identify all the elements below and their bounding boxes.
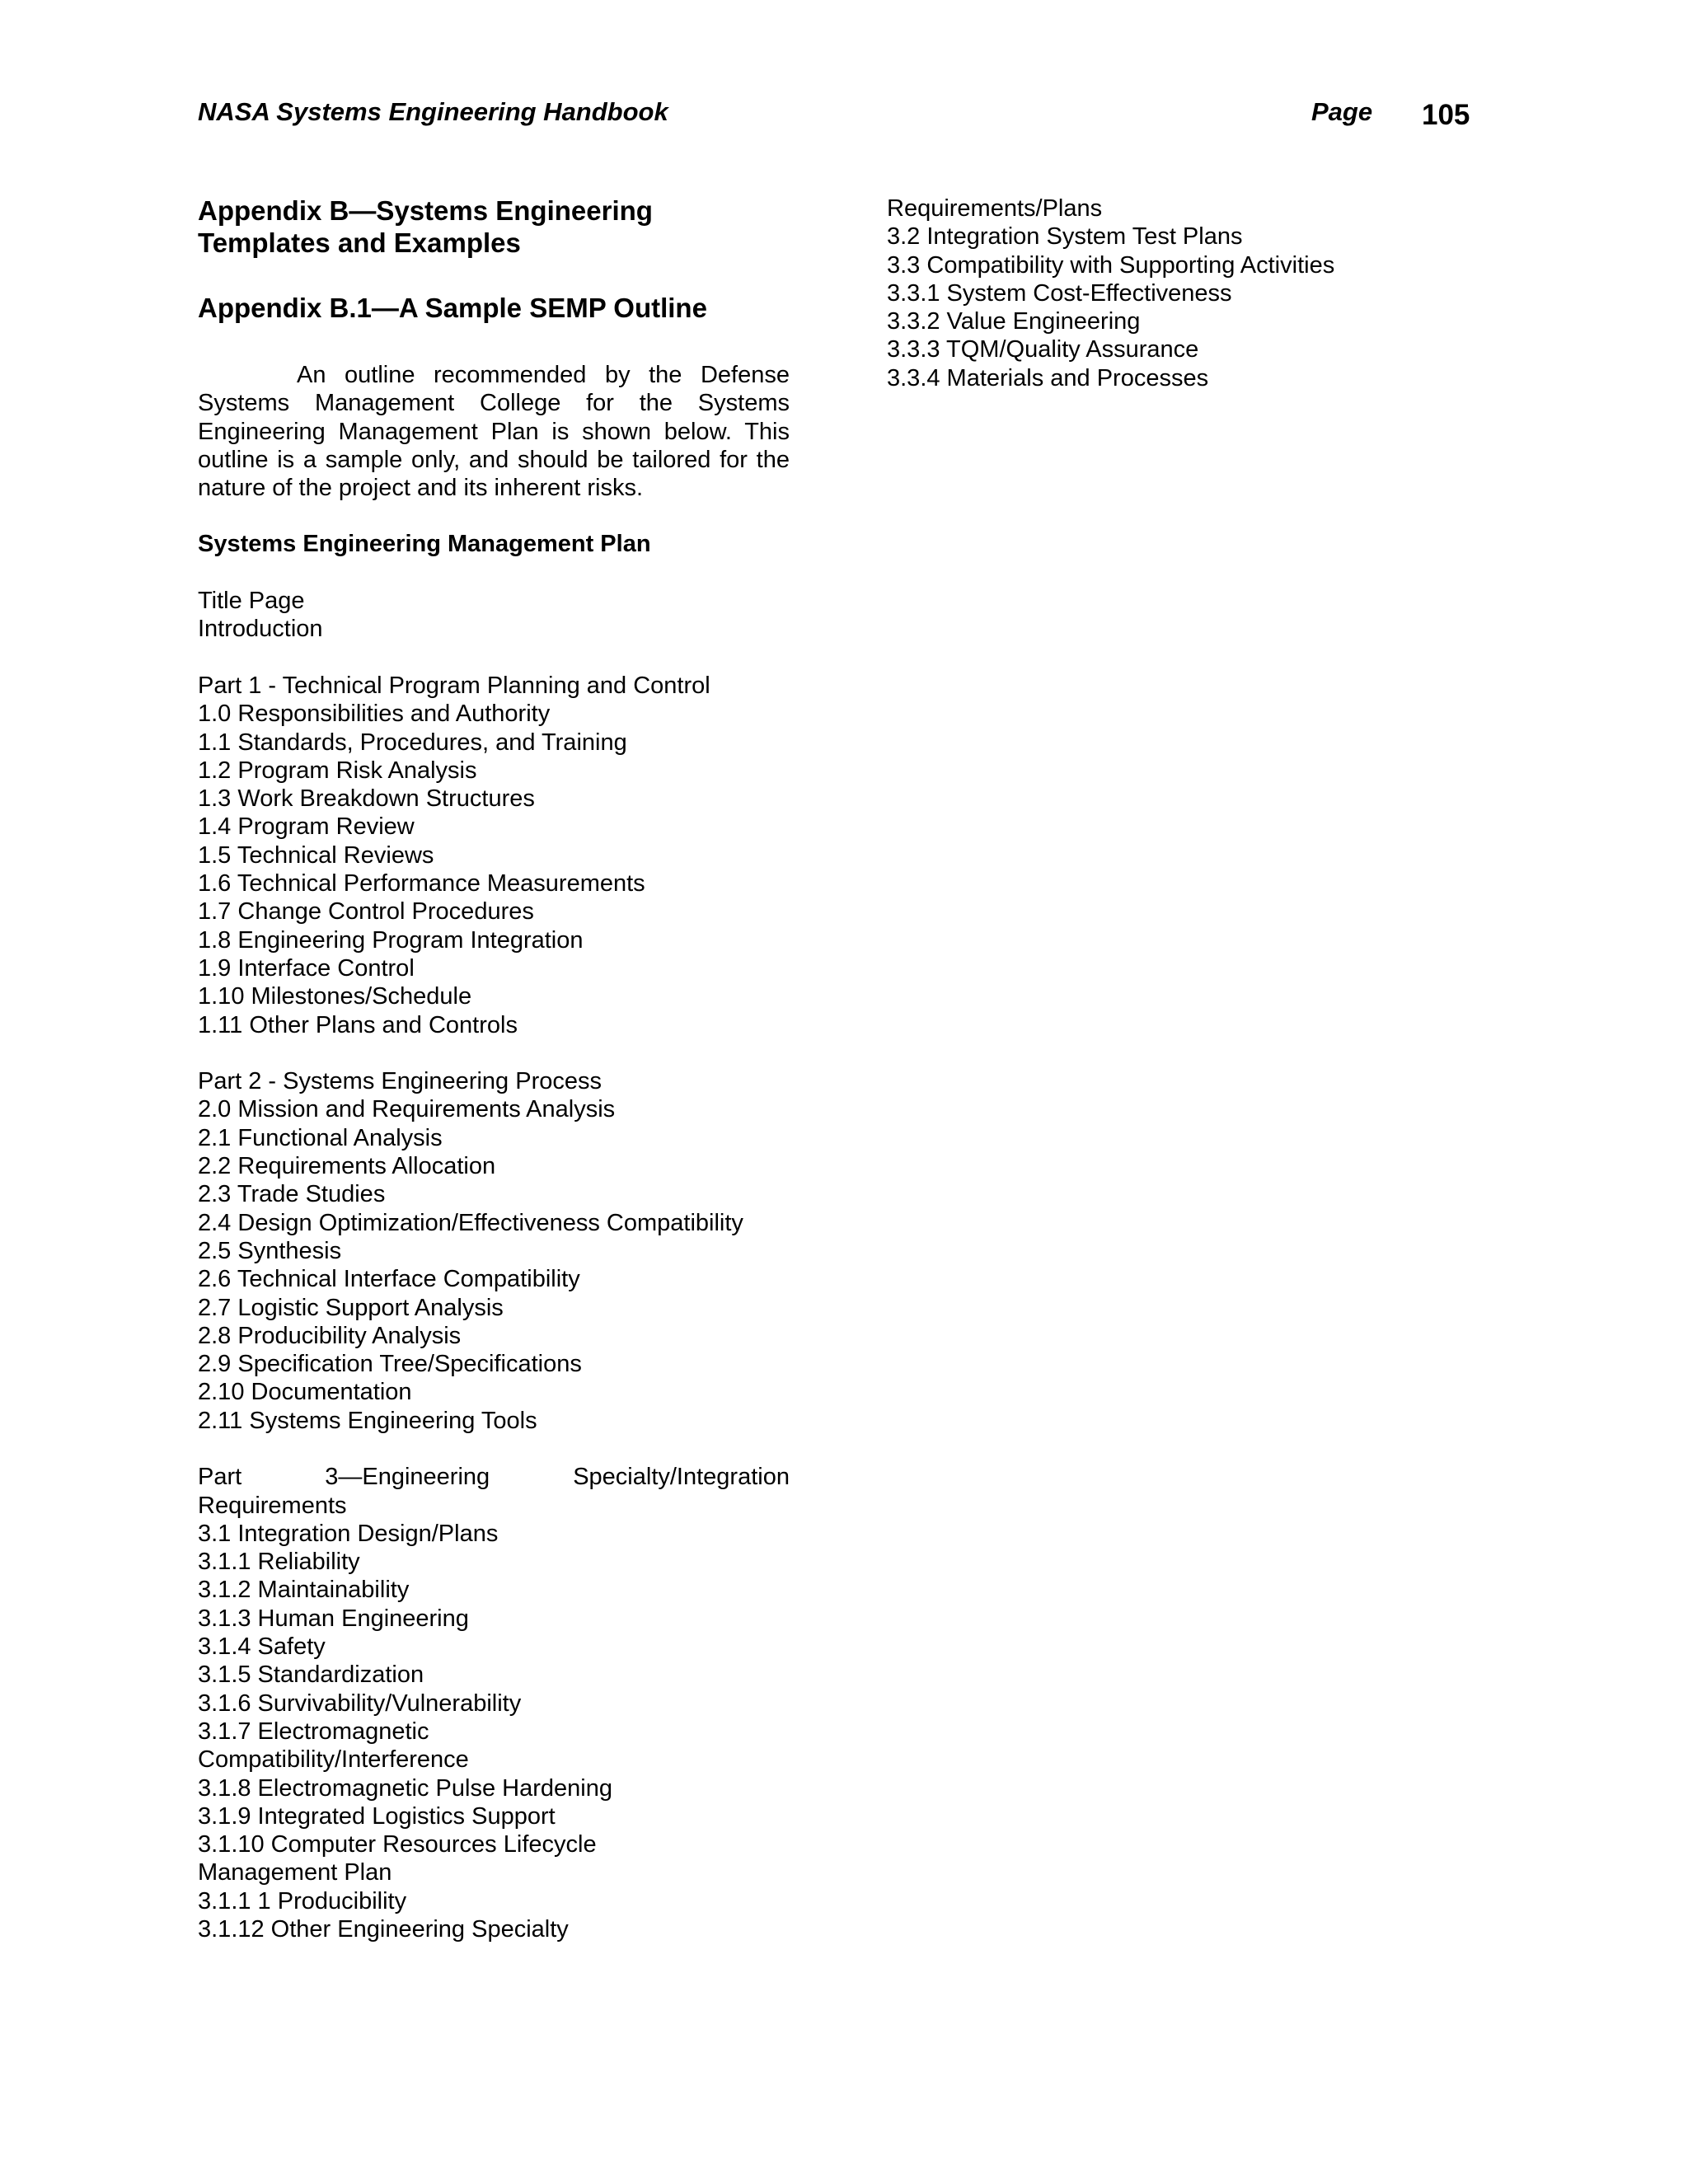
part2-heading: Part 2 - Systems Engineering Process — [198, 1068, 602, 1095]
outline-item: 3.3.2 Value Engineering — [887, 308, 1141, 335]
front-matter-item: Title Page — [198, 588, 305, 615]
part2-list — [198, 1067, 790, 1435]
outline-item: 2.11 Systems Engineering Tools — [198, 1407, 537, 1434]
outline-item: 2.7 Logistic Support Analysis — [198, 1294, 504, 1321]
outline-item: 1.3 Work Breakdown Structures — [198, 785, 535, 813]
outline-item: 3.1.9 Integrated Logistics Support — [198, 1802, 556, 1830]
outline-item: 3.1.4 Safety — [198, 1633, 326, 1661]
outline-item: 2.8 Producibility Analysis — [198, 1322, 462, 1349]
plan-heading: Systems Engineering Management Plan — [198, 531, 651, 558]
outline-item: Requirements/Plans — [887, 195, 1103, 222]
outline-item: 3.1.10 Computer Resources Lifecycle — [198, 1831, 597, 1858]
outline-item: 2.0 Mission and Requirements Analysis — [198, 1096, 616, 1123]
page-label: Page — [1311, 97, 1373, 126]
outline-item: 3.1.6 Survivability/Vulnerability — [198, 1690, 522, 1717]
outline-item: 2.9 Specification Tree/Specifications — [198, 1351, 582, 1378]
outline-item: 1.1 Standards, Procedures, and Training — [198, 729, 627, 756]
part3-heading-word: 3—Engineering — [325, 1464, 490, 1491]
outline-item: 2.2 Requirements Allocation — [198, 1153, 496, 1180]
appendix-title-line-1: Appendix B—Systems Engineering — [198, 195, 653, 226]
outline-item: 3.1 Integration Design/Plans — [198, 1520, 499, 1547]
outline-item: 1.11 Other Plans and Controls — [198, 1011, 518, 1038]
appendix-title — [198, 194, 790, 259]
outline-item: 2.10 Documentation — [198, 1379, 412, 1406]
page-number: 105 — [1422, 99, 1470, 131]
part1-heading: Part 1 - Technical Program Planning and Control — [198, 672, 710, 699]
outline-item: 3.2 Integration System Test Plans — [887, 223, 1243, 251]
outline-item: 2.4 Design Optimization/Effectiveness Compatibility — [198, 1209, 743, 1236]
part3-heading-continued: Requirements — [198, 1492, 347, 1519]
outline-item: Compatibility/Interference — [198, 1746, 469, 1774]
left-column — [198, 194, 790, 1943]
outline-item: 3.1.7 Electromagnetic — [198, 1718, 429, 1745]
outline-item: 1.0 Responsibilities and Authority — [198, 701, 551, 728]
outline-item: 3.3.4 Materials and Processes — [887, 364, 1209, 391]
intro-paragraph: An outline recommended by the Defense Systems Management College for the Systems Engineering Management Plan is shown below. This outline is a sample only, and should be tailored for the nature of the project and its inherent risks. — [198, 362, 790, 502]
outline-item: 1.6 Technical Performance Measurements — [198, 870, 645, 898]
outline-item: 3.1.5 Standardization — [198, 1661, 424, 1689]
front-matter-list — [198, 587, 790, 644]
outline-item: 3.1.1 Reliability — [198, 1549, 360, 1576]
outline-item: 1.2 Program Risk Analysis — [198, 757, 477, 784]
outline-item: 2.1 Functional Analysis — [198, 1124, 443, 1151]
outline-item: 1.7 Change Control Procedures — [198, 898, 534, 926]
outline-item: 3.1.1 1 Producibility — [198, 1887, 407, 1915]
outline-item: 2.5 Synthesis — [198, 1237, 342, 1264]
outline-item: 3.3 Compatibility with Supporting Activities — [887, 251, 1335, 279]
part3-heading — [198, 1463, 790, 1491]
outline-item: 1.8 Engineering Program Integration — [198, 926, 584, 954]
right-column — [887, 194, 1464, 392]
appendix-title-line-2: Templates and Examples — [198, 227, 521, 258]
outline-item: 1.4 Program Review — [198, 813, 415, 841]
part3-heading-word: Specialty/Integration — [573, 1464, 790, 1491]
outline-item: 3.3.3 TQM/Quality Assurance — [887, 336, 1199, 363]
outline-item: 3.1.8 Electromagnetic Pulse Hardening — [198, 1774, 612, 1802]
appendix-subtitle: Appendix B.1—A Sample SEMP Outline — [198, 293, 707, 323]
outline-item: 3.1.12 Other Engineering Specialty — [198, 1916, 569, 1943]
outline-item: 2.6 Technical Interface Compatibility — [198, 1266, 580, 1293]
front-matter-item: Introduction — [198, 616, 323, 643]
outline-item: Management Plan — [198, 1859, 392, 1886]
outline-item: 1.9 Interface Control — [198, 954, 415, 982]
part3-heading-word: Part — [198, 1464, 242, 1491]
outline-item: 3.1.2 Maintainability — [198, 1577, 410, 1604]
running-header-title: NASA Systems Engineering Handbook — [198, 97, 668, 126]
part3-list — [198, 1463, 790, 1943]
outline-item: 2.3 Trade Studies — [198, 1181, 386, 1208]
outline-item: 1.5 Technical Reviews — [198, 841, 434, 869]
outline-item: 1.10 Milestones/Schedule — [198, 983, 472, 1010]
outline-item: 3.1.3 Human Engineering — [198, 1605, 469, 1632]
outline-item: 3.3.1 System Cost-Effectiveness — [887, 279, 1232, 307]
part1-list — [198, 672, 790, 1039]
